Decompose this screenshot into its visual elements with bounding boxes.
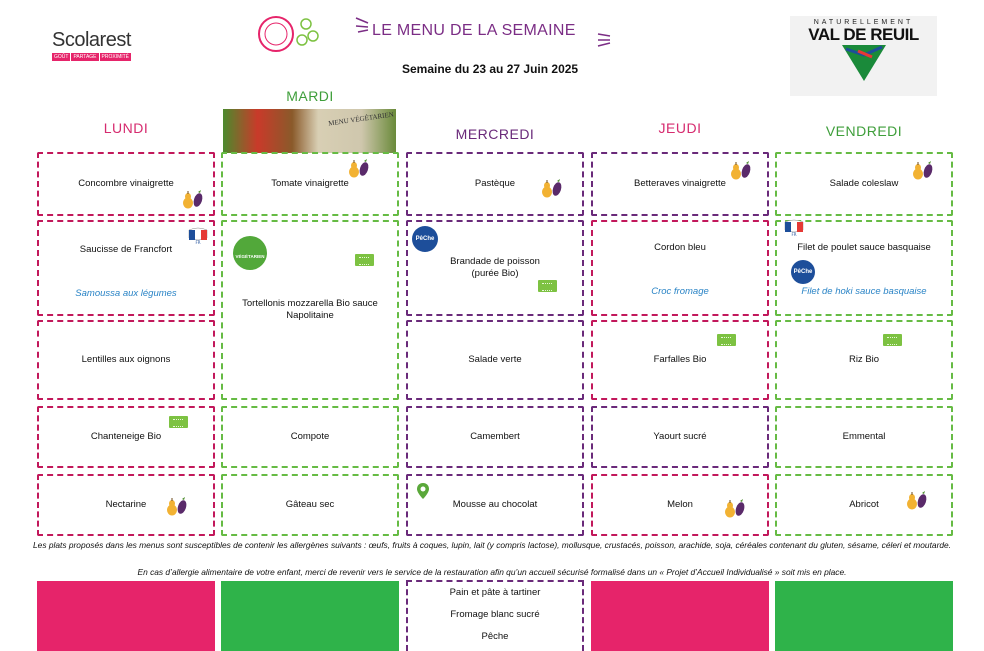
gouter-bar-vendredi xyxy=(775,581,953,651)
dish-alternative-label: Samoussa aux légumes xyxy=(75,288,177,299)
vegetarian-photo-label: MENU VÉGÉTARIEN xyxy=(327,110,395,128)
french-origin-icon xyxy=(781,218,807,238)
cell-vendredi-laitage xyxy=(775,406,953,468)
dish-label: Camembert xyxy=(470,431,520,442)
pai-notice: En cas d’allergie alimentaire de votre enfant, merci de revenir vers le service de la restauration afin qu’un accueil sécurisé formalisé dans un « Projet d’Accueil Individualisé » soit mis en place. xyxy=(137,567,847,577)
scolarest-brand: Scolarest xyxy=(52,29,131,51)
valdereuil-emblem-icon xyxy=(834,43,894,83)
cell-mercredi-plat xyxy=(406,220,584,316)
responsible-fishing-icon xyxy=(412,226,438,252)
tag-partage: PARTAGE xyxy=(73,54,97,60)
dish-stack xyxy=(797,242,931,298)
dish-label: Salade verte xyxy=(468,354,522,365)
dish-label: Concombre vinaigrette xyxy=(78,178,174,189)
dish-label: Melon xyxy=(667,499,693,510)
cell-mercredi-dessert xyxy=(406,474,584,536)
bio-label-icon xyxy=(169,416,188,428)
fruit-vegetable-icon xyxy=(538,178,564,198)
dish-label: Abricot xyxy=(849,499,879,510)
bio-label-icon xyxy=(355,254,374,266)
scolarest-tagline xyxy=(52,53,148,61)
cell-mardi-plat xyxy=(221,220,399,400)
tag-gout: GOÛT xyxy=(54,54,69,60)
valdereuil-line2: VAL DE REUIL xyxy=(808,25,919,44)
gouter-mercredi xyxy=(406,580,584,651)
fruit-vegetable-icon xyxy=(163,496,189,516)
dish-label: Salade coleslaw xyxy=(829,178,899,189)
scolarest-logo xyxy=(52,30,148,62)
title-dash-right-icon xyxy=(594,30,612,50)
cell-mardi-entree xyxy=(221,152,399,216)
cell-vendredi-accompagnement xyxy=(775,320,953,400)
vegetarian-label-icon xyxy=(233,236,267,270)
dish-label: Gâteau sec xyxy=(285,499,335,510)
cell-jeudi-dessert xyxy=(591,474,769,536)
valdereuil-logo xyxy=(790,16,937,96)
dish-label: Chanteneige Bio xyxy=(90,431,162,442)
bio-label-icon xyxy=(538,280,557,292)
cell-lundi-laitage xyxy=(37,406,215,468)
cell-lundi-accompagnement xyxy=(37,320,215,400)
dish-label: Emmental xyxy=(842,431,886,442)
vegetarian-menu-photo xyxy=(223,109,396,153)
french-origin-icon xyxy=(185,226,211,246)
fruit-vegetable-icon xyxy=(909,160,935,180)
fruit-vegetable-icon xyxy=(903,490,929,510)
dish-label: Farfalles Bio xyxy=(653,354,707,365)
week-subtitle: Semaine du 23 au 27 Juin 2025 xyxy=(402,62,579,76)
cell-jeudi-plat xyxy=(591,220,769,316)
cell-jeudi-entree xyxy=(591,152,769,216)
fruit-vegetable-icon xyxy=(345,158,371,178)
cell-mercredi-laitage xyxy=(406,406,584,468)
bio-label-icon xyxy=(717,334,736,346)
page-title: LE MENU DE LA SEMAINE xyxy=(372,22,576,39)
dish-label: Compote xyxy=(290,431,330,442)
cell-lundi-plat xyxy=(37,220,215,316)
dish-label: Cordon bleu xyxy=(654,242,706,253)
day-header-vendredi: VENDREDI xyxy=(825,123,903,139)
dish-label: Riz Bio xyxy=(848,354,880,365)
fruit-vegetable-icon xyxy=(727,160,753,180)
cell-mardi-dessert xyxy=(221,474,399,536)
dish-stack xyxy=(75,244,176,300)
cell-mercredi-accompagnement xyxy=(406,320,584,400)
fruit-vegetable-icon xyxy=(179,189,205,209)
peche-label-text: PêChe xyxy=(793,269,813,275)
day-header-mercredi: MERCREDI xyxy=(455,126,535,142)
responsible-fishing-icon xyxy=(791,260,815,284)
allergen-notice: Les plats proposés dans les menus sont susceptibles de contenir les allergènes suivants : œufs, fruits à coques, lupin, lait (y compris lactose), mollusque, crustacés, poisson, arachide, soja, céréales contenant du gluten, sésame, céleri et moutarde. xyxy=(33,540,951,550)
vegetarian-label-text: VÉGÉTARIEN xyxy=(235,254,265,259)
dish-label: Yaourt sucré xyxy=(653,431,707,442)
dish-stack xyxy=(651,242,709,298)
cell-lundi-dessert xyxy=(37,474,215,536)
dish-alternative-label: Filet de hoki sauce basquaise xyxy=(801,286,927,297)
gouter-bar-mardi xyxy=(221,581,399,651)
bio-label-icon xyxy=(883,334,902,346)
cell-vendredi-plat xyxy=(775,220,953,316)
local-product-pin-icon xyxy=(416,482,430,500)
cell-mercredi-entree xyxy=(406,152,584,216)
dish-label: Tomate vinaigrette xyxy=(271,178,349,189)
day-header-mardi: MARDI xyxy=(286,88,334,104)
gouter-bar-jeudi xyxy=(591,581,769,651)
cell-vendredi-entree xyxy=(775,152,953,216)
title-dash-left-icon xyxy=(354,14,372,34)
dish-label: Nectarine xyxy=(105,499,147,510)
cell-mardi-laitage xyxy=(221,406,399,468)
dish-label: Betteraves vinaigrette xyxy=(634,178,726,189)
gouter-item: Fromage blanc sucré xyxy=(450,609,540,620)
gouter-item: Pain et pâte à tartiner xyxy=(449,587,541,598)
dish-label: Lentilles aux oignons xyxy=(81,354,171,365)
valdereuil-line1: NATURELLEMENT xyxy=(813,19,914,26)
dish-label: Mousse au chocolat xyxy=(452,499,538,510)
gouter-item: Pêche xyxy=(481,631,509,642)
dish-label: Tortellonis mozzarella Bio sauce Napolitaine xyxy=(242,298,378,321)
dish-label: Pastèque xyxy=(474,178,516,189)
day-header-lundi: LUNDI xyxy=(103,120,149,136)
fruit-vegetable-icon xyxy=(721,498,747,518)
peche-label-text: PêChe xyxy=(415,236,435,242)
tag-proximite: PROXIMITÉ xyxy=(101,54,130,60)
dish-label: Saucisse de Francfort xyxy=(79,244,173,255)
cell-jeudi-accompagnement xyxy=(591,320,769,400)
gouter-bar-lundi xyxy=(37,581,215,651)
dish-alternative-label: Croc fromage xyxy=(651,286,709,297)
dish-label: Brandade de poisson (purée Bio) xyxy=(450,256,540,279)
cell-vendredi-dessert xyxy=(775,474,953,536)
cell-jeudi-laitage xyxy=(591,406,769,468)
cell-lundi-entree xyxy=(37,152,215,216)
plate-decoration-icon xyxy=(256,14,326,54)
dish-label: Filet de poulet sauce basquaise xyxy=(797,242,931,253)
day-header-jeudi: JEUDI xyxy=(658,120,702,136)
